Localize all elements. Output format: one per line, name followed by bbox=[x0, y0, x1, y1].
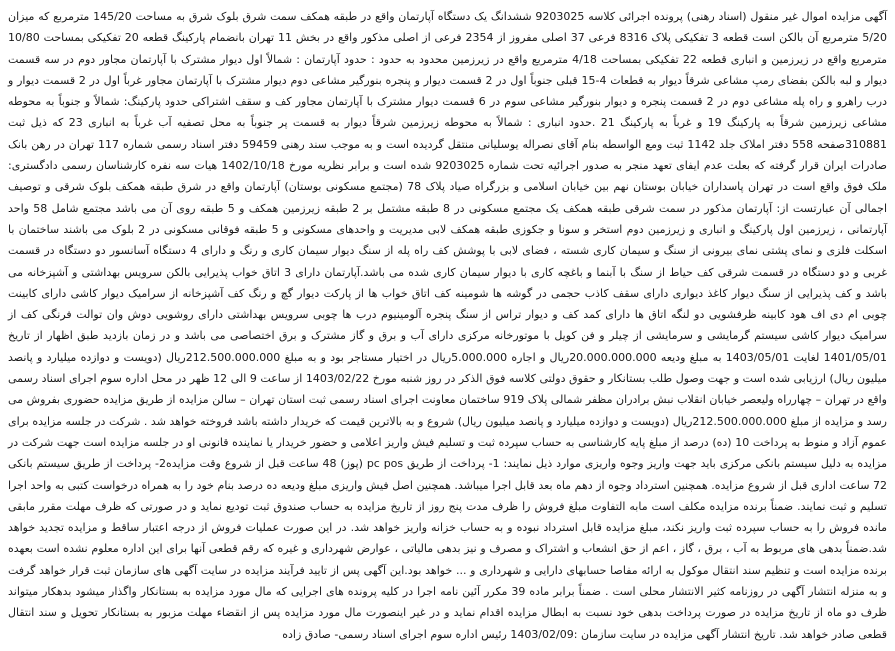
auction-notice-text: آگهی مزایده اموال غیر منقول (اسناد رهنی) پرونده اجرائی کلاسه 9203025 ششدانگ یک دستگاه آپارتمان واقع در طبقه همکف سمت شرق بلوک شرق به مساحت 145/20 مترمربع که میزان 5/20 مترمربع آن بالکن است قطعه 3 تفکیکی پلاک 8316 فرعی 37 اصلی مفروز از 2354 فرعی از اصلی مذکور واقع در بخش 11 تهران بانضمام پارکینگ قطعه 20 تفکیکی بمساحت 10/80 مترمربع واقع در زیرزمین و انباری قطعه 22 تفکیکی بمساحت 4/18 مترمربع واقع در زیرزمین محدود به حدود : حدود آپارتمان : شمالاً اول دیوار مشترک با آپارتمان مجاور دوم در سه قسمت دیوار و لبه بالکن بفضای رمپ مشاعی شرقاً دیوار به قطعات 4-15 قبلی جنوباً اول در 2 قسمت دیوار و پنجره بنورگیر مشاعی دوم دیوار مشترک با آپارتمان مجاور غرباً اول در 2 قسمت دیوار و درب راهرو و راه پله مشاعی دوم در 2 قسمت پنجره و دیوار بنورگیر مشاعی سوم در 6 قسمت دیوار مشترک با آپارتمان مجاور کف و سقف اشتراکی حدود پارکینگ: شمالاً و جنوباً به محوطه مشاعی زیرزمین شرقاً به پارکینگ 19 و غرباً به پارکینگ 21 .حدود انباری : شمالاً به محوطه زیرزمین شرقاً دیوار به قسمت پر جنوباً به محل تصفیه آب غرباً به انباری 23 که ذیل ثبت 310881صفحه 558 دفتر املاک جلد 1142 ثبت ومع الواسطه بنام آقای نصراله یوسلیانی منتقل گردیده است و به موجب سند رهنی 59459 دفتر اسناد رسمی شماره 117 تهران در رهن بانک صادرات ایران قرار گرفته که بعلت عدم ایفای تعهد منجر به صدور اجرائیه تحت شماره 9203025 شده است و برابر نظریه مورخ 1402/10/18 هیات سه نفره کارشناسان رسمی دادگستری: ملک فوق واقع است در تهران پاسداران خیابان بوستان نهم بین خیابان اسلامی و بزرگراه صیاد پلاک 78 (مجتمع مسکونی بوستان) آپارتمان واقع در شرق طبقه همکف بلوک شرقی و توصیف اجمالی آن عبارتست از: آپارتمان مذکور در سمت شرقی طبقه همکف یک مجتمع مسکونی در 8 طبقه مشتمل بر 2 طبقه زیرزمین همکف و 5 طبقه روی آن می باشد مجتمع شامل 58 واحد آپارتمانی ، زیرزمین اول پارکینگ و انباری و زیرزمین دوم استخر و سونا و جکوزی طبقه همکف لابی مدیریت و واحدهای مسکونی و 5 طبقه فوقانی مسکونی در 2 بلوک می باشند ساختمان با اسکلت فلزی و نمای پشتی نمای بیرونی از سنگ و سیمان کاری شسته ، فضای لابی با پوشش کف راه پله از سنگ دیوار سیمان کاری و رنگ و دارای 4 دستگاه آسانسور دو دستگاه در قسمت غربی و دو دستگاه در قسمت شرقی کف حیاط از سنگ با آبنما و باغچه کاری با دیوار سیمان کاری شده می باشد.آپارتمان دارای 3 اتاق خواب پذیرایی بالکن سرویس بهداشتی و آشپزخانه می باشد و کف پذیرایی از سنگ دیوار کاغذ دیواری دارای سقف کاذب حجمی در گوشه ها شومینه کف اتاق خواب ها از پارکت دیوار گچ و رنگ کف آشپزخانه از سرامیک دیوار کاشی دارای کابینت چوبی ام دی اف هود کابینه ظرفشویی دو لنگه اتاق ها دارای کمد کف و دیوار تراس از سنگ پنجره آلومینیوم درب ها چوبی سرویس بهداشتی دارای روشویی دوش وان توالت فرنگی کف از سرامیک دیوار کاشی سیستم گرمایشی و سرمایشی از چیلر و فن کویل با موتورخانه مرکزی دارای آب و برق و گاز مشترک و برق اختصاصی می باشد و در زمان بازدید طبق اظهار از تاریخ 1401/05/01 لغایت 1403/05/01 به مبلغ ودیعه 20.000.000.000ریال و اجاره 5.000.000ریال در اختیار مستاجر بود و به مبلغ 212.500.000.000ریال (دویست و دوازده میلیارد و پانصد میلیون ریال) ارزیابی شده است و جهت وصول طلب بستانکار و حقوق دولتی کلاسه فوق الذکر در روز شنبه مورخ 1403/02/22 از ساعت 9 الی 12 ظهر در محل اداره سوم اجرای اسناد رسمی واقع در تهران – چهارراه ولیعصر خیابان انقلاب نبش برادران مظفر شمالی پلاک 919 ساختمان معاونت اجرای اسناد رسمی ثبت استان تهران – سالن مزایده از طریق مزایده حضوری بفروش می رسد و مزایده از مبلغ 212.500.000.000ریال (دویست و دوازده میلیارد و پانصد میلیون ریال) شروع و به بالاترین قیمت که خریدار داشته باشد فروخته خواهد شد . شرکت در جلسه مزایده برای عموم آزاد و منوط به پرداخت 10 (ده) درصد از مبلغ پایه کارشناسی به حساب سپرده ثبت و تسلیم فیش واریز اعلامی و حضور خریدار یا نماینده قانونی او در جلسه مزایده است جهت شرکت در مزایده به دلیل سیستم بانکی مرکزی باید جهت واریز وجوه واریزی موارد ذیل نمایند: 1- پرداخت از طریق pc pos (پوز) 48 ساعت قبل از شروع وقت مزایده2- پرداخت از طریق سیستم بانکی 72 ساعت اداری قبل از شروع مزایده. همچنین استرداد وجوه از دهم ماه بعد قابل اجرا میباشد. همچنین اصل فیش واریزی مبلغ ودیعه ده درصد بنام خود را به همراه درخواست کتبی به واحد اجرا تسلیم و ثبت نمایند. ضمناً برنده مزایده مکلف است مابه التفاوت مبلغ فروش را ظرف مدت پنج روز از تاریخ مزایده به حساب صندوق ثبت تودیع نماید و در صورتی که ظرف مهلت مقرر مابقی مانده فروش را به حساب سپرده ثبت واریز نکند، مبلغ مزایده قابل استرداد نبوده و به حساب خزانه واریز خواهد شد. در این صورت عملیات فروش از درجه اعتبار ساقط و مزایده تجدید خواهد شد.ضمناً بدهی های مربوط به آب ، برق ، گاز ، اعم از حق انشعاب و اشتراک و مصرف و نیز بدهی مالیاتی ، عوارض شهرداری و غیره که رقم قطعی آنها برای این اداره معلوم نشده است بعهده برنده مزایده است و تنظیم سند انتقال موکول به ارائه مفاصا حسابهای دارایی و شهرداری و ... خواهد بود.این آگهی پس از تایید فرآیند مزایده در سایت آگهی های سازمان ثبت قرار خواهد گرفت و به منزله انتشار آگهی در روزنامه کثیر الانتشار محلی است . ضمناً برابر ماده 39 مکرر آئین نامه اجرا در کلیه پرونده های اجرایی که مال مورد مزایده به بستانکار واگذار میشود بدهکار میتواند ظرف دو ماه از تاریخ مزایده در صورت پرداخت بدهی خود نسبت به ابطال مزایده اقدام نماید و در غیر اینصورت مال مورد مزایده پس از انقضاء مهلت مزبور به بستانکار تحویل و سند انتقال قطعی صادر خواهد شد. تاریخ انتشار آگهی مزایده در سایت سازمان :1403/02/09 رئیس اداره سوم اجرای اسناد رسمی- صادق زاده bbox=[8, 10, 888, 641]
